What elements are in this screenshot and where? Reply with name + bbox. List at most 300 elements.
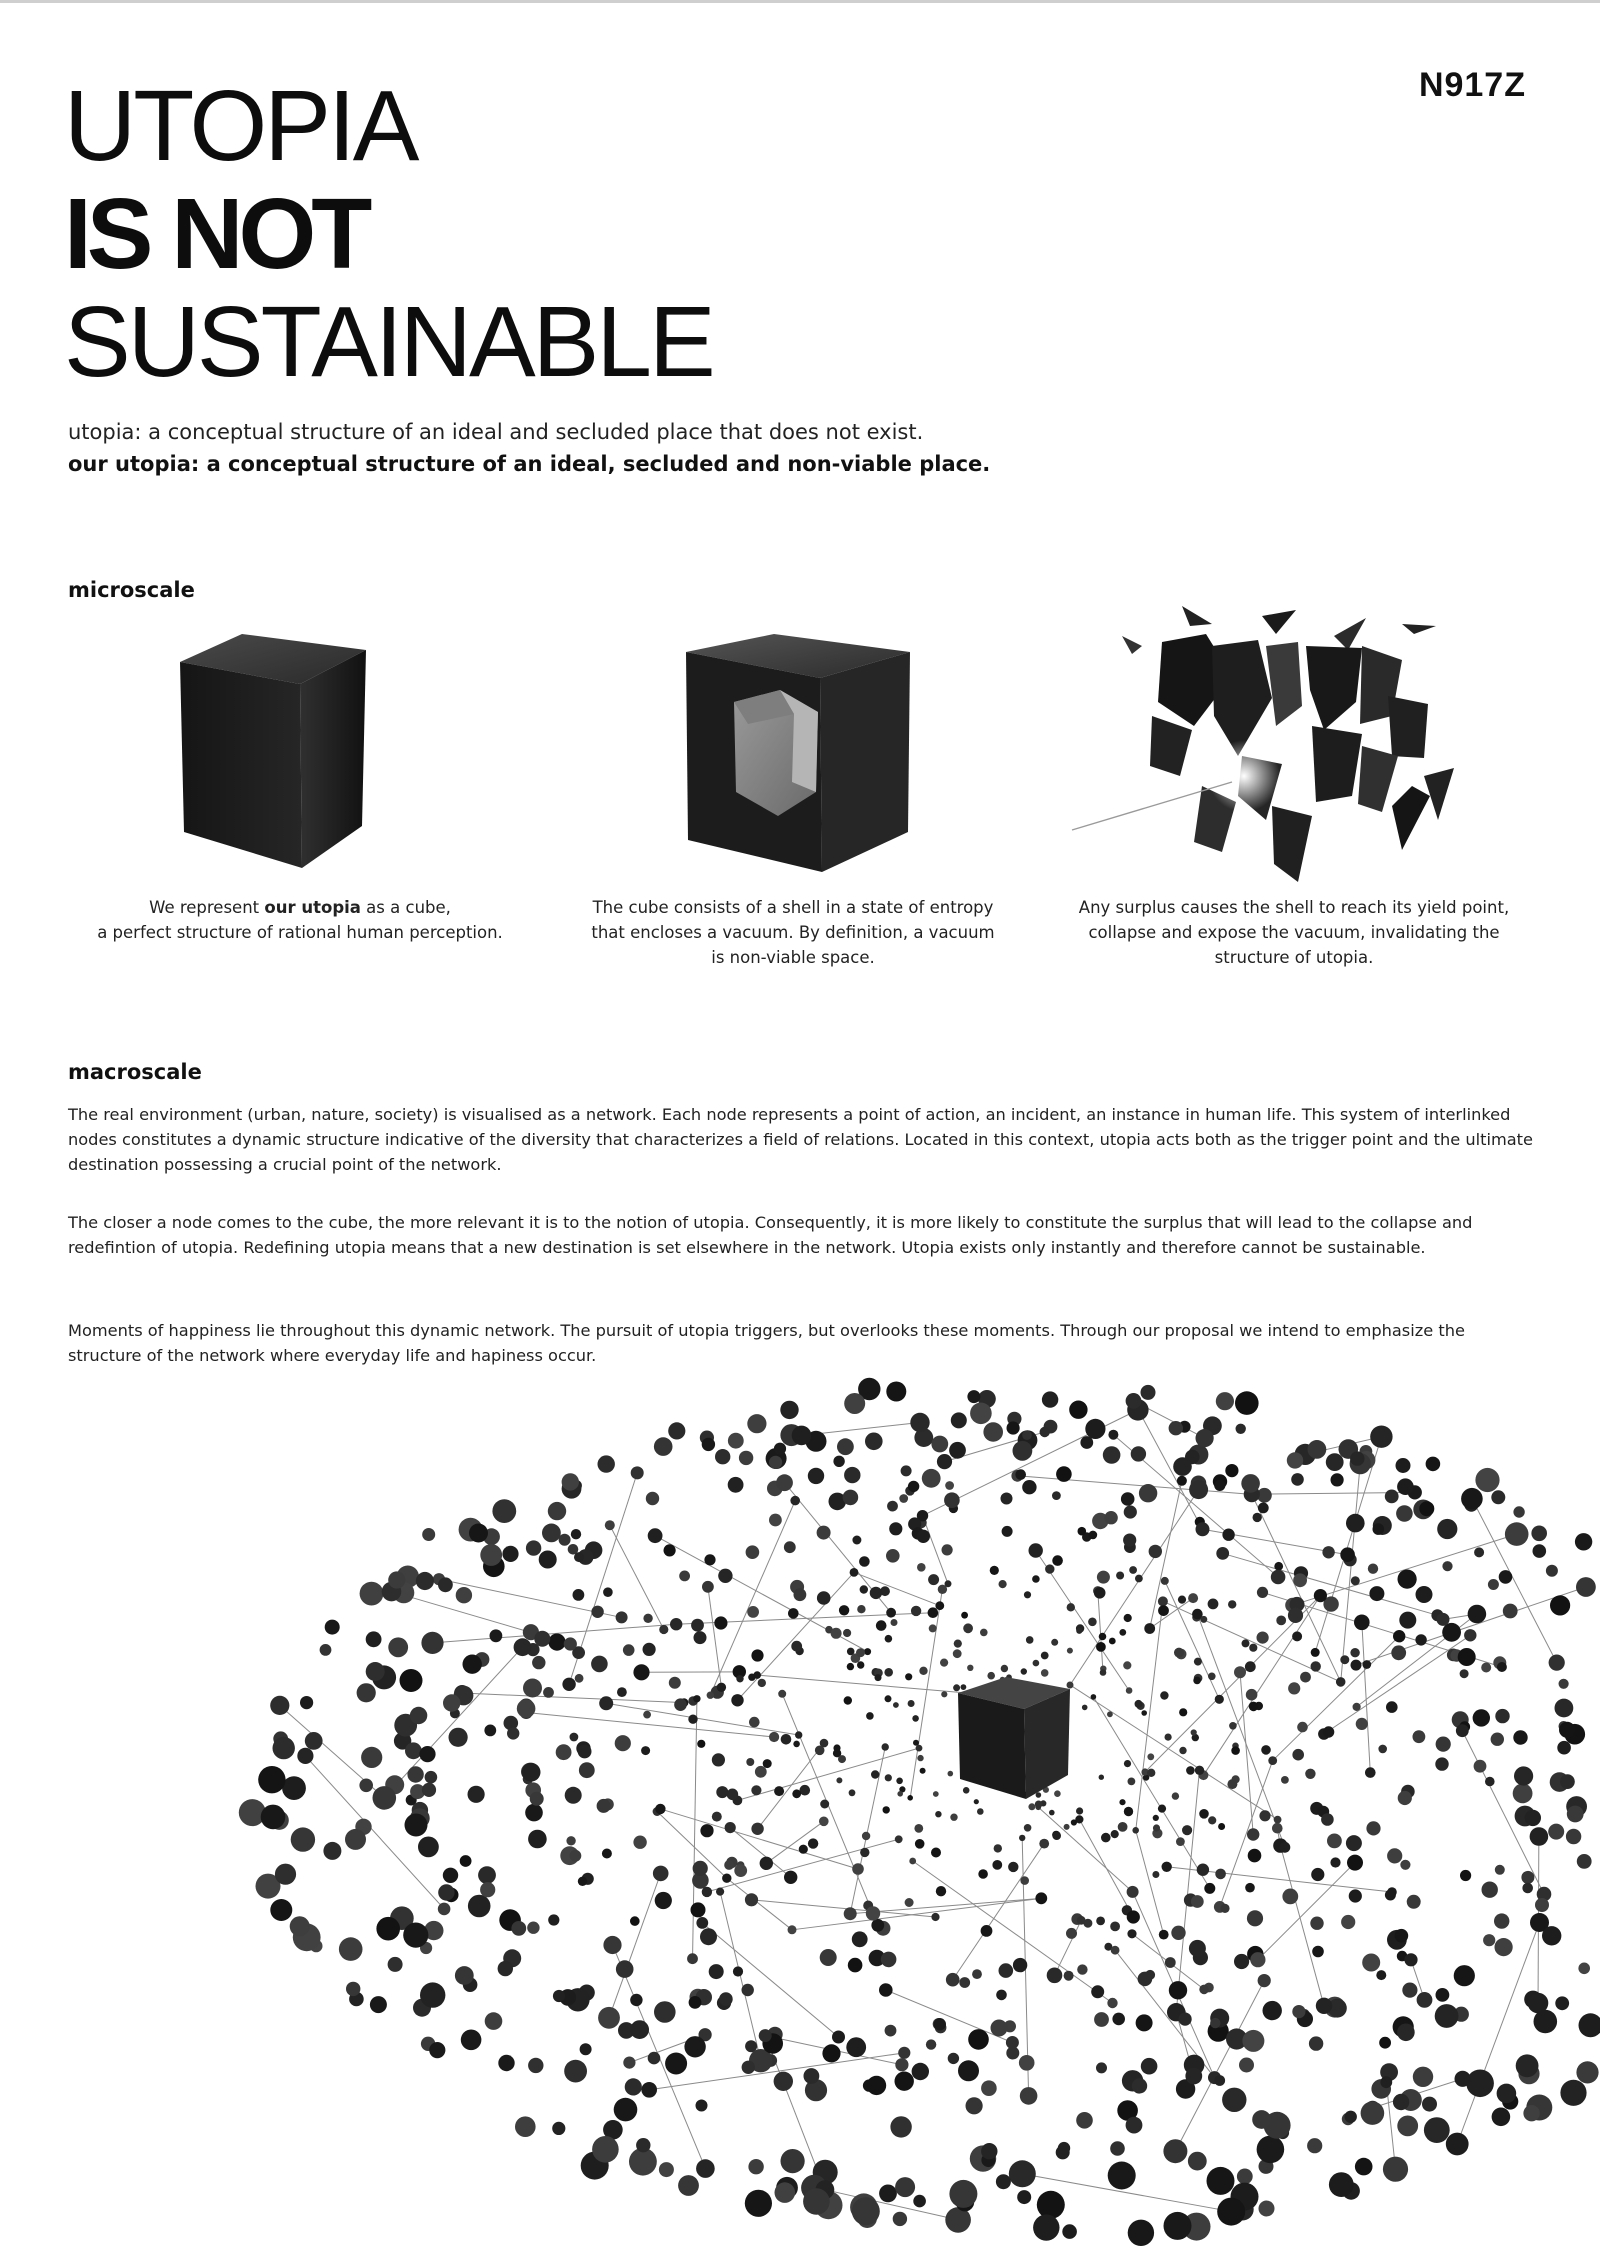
network-node [1158,1596,1168,1606]
network-node [769,1456,782,1469]
network-node [1521,1871,1534,1884]
network-node [1193,1677,1201,1685]
network-node [987,1672,995,1680]
network-node [887,1501,898,1512]
network-node [360,1582,384,1606]
network-node [553,1990,565,2002]
network-node [953,1684,960,1691]
network-node [552,2122,565,2135]
network-node [1288,1608,1303,1623]
network-node [1208,1816,1216,1824]
network-node [1366,1821,1380,1835]
network-node [1135,1575,1143,1583]
network-node [674,1698,687,1711]
network-node [1383,2157,1408,2182]
network-node [480,1882,495,1897]
network-node [1258,1503,1269,1514]
network-node [1126,1687,1133,1694]
network-node [912,2063,929,2080]
network-node [1056,1466,1072,1482]
network-node [1495,1865,1505,1875]
network-node [305,1732,323,1750]
network-node [1067,1682,1074,1689]
network-node [539,1551,557,1569]
network-node [498,2055,514,2071]
network-node [1179,2013,1192,2026]
network-node [790,1496,800,1506]
network-node [1191,1895,1204,1908]
network-node [844,1393,865,1414]
definition-our-utopia: our utopia: a conceptual structure of an ideal, secluded and non-viable place. [68,452,991,476]
network-node [1576,2061,1598,2083]
network-node [514,1638,532,1656]
network-node [1222,1529,1234,1541]
network-node [463,1655,482,1674]
network-node [778,1690,786,1698]
network-node [580,2043,592,2055]
network-node [763,1759,772,1768]
network-node [931,1436,948,1453]
network-node [769,1732,779,1742]
network-node [885,1774,892,1781]
network-node [1559,1679,1569,1689]
network-node [913,1740,919,1746]
network-node [934,2018,946,2030]
network-node [792,1789,801,1798]
network-node [669,1677,681,1689]
network-node [1274,1562,1283,1571]
network-node [844,1907,857,1920]
network-node [1297,1722,1308,1733]
network-node [950,1814,957,1821]
network-node [297,1748,313,1764]
network-node [1246,1689,1258,1701]
network-node [959,1977,970,1988]
network-node [693,1861,708,1876]
network-node [1397,2024,1415,2042]
network-node [1116,1572,1124,1580]
network-node [261,1805,286,1830]
network-node [817,1591,831,1605]
network-node [1380,2076,1392,2088]
network-node [1204,1883,1215,1894]
network-node [570,1850,582,1862]
network-node [1413,1730,1426,1743]
network-node [847,1663,854,1670]
network-node [866,1712,874,1720]
network-node [1159,1930,1169,1940]
network-node [1033,1660,1040,1667]
network-node [1042,1391,1058,1407]
network-node [1559,1722,1575,1738]
network-node [1578,1963,1590,1975]
network-node [931,1913,939,1921]
network-node [648,2052,661,2065]
network-node [1099,1775,1104,1780]
network-node [591,1606,603,1618]
network-node [748,1674,755,1681]
network-node [1323,1726,1334,1737]
network-node [388,1637,408,1657]
network-node [714,1616,727,1629]
network-node [1567,1806,1584,1823]
network-node [320,1644,332,1656]
network-node [291,1827,315,1851]
network-node [910,1413,929,1432]
macroscale-paragraph-2: The closer a node comes to the cube, the more relevant it is to the notion of utopia. Consequently, it is more likely to constitute the surplus that will lead to the collapse and redefintion of utopia. Redefining utopia means that a new destination is set elsewhere in the network. Utopia exists only instantly and therefore cannot be sustainable. [68,1213,1473,1257]
network-node [1036,1792,1042,1798]
network-node [951,1412,967,1428]
page-title [64,72,713,396]
network-node [1492,2108,1511,2127]
network-node [929,1624,937,1632]
network-node [945,1580,952,1587]
network-node [916,1745,923,1752]
network-node [282,1776,306,1800]
network-node [643,1643,656,1656]
network-node [1272,1823,1283,1834]
network-node [1316,1998,1332,2014]
network-node [1078,1527,1087,1536]
network-node [1123,1534,1136,1547]
network-link [720,1892,761,2061]
network-node [1523,2105,1539,2121]
network-node [1126,2117,1143,2134]
network-node [1491,1490,1505,1504]
network-node [275,1864,296,1885]
network-node [1147,1769,1155,1777]
network-node [966,2097,983,2114]
network-node [502,1546,518,1562]
network-node [1083,1919,1092,1928]
network-node [1001,1493,1013,1505]
network-node [996,1990,1007,2001]
network-node [1002,1526,1013,1537]
network-node [687,1953,698,1964]
network-node [1052,1555,1063,1566]
network-node [739,1451,753,1465]
network-node [1460,1669,1469,1678]
network-node [852,1863,864,1875]
network-node [1100,1669,1107,1676]
network-node [405,1742,422,1759]
network-node [838,1755,846,1763]
network-node [815,1746,825,1756]
network-node [849,1789,856,1796]
network-node [961,1612,968,1619]
network-node [1437,1519,1457,1539]
network-node [953,1649,962,1658]
network-node [696,2159,715,2178]
open-cube-figure [682,632,914,877]
network-node [981,2143,997,2159]
network-node [1361,2101,1385,2125]
network-node [1407,1895,1421,1909]
network-node [716,1786,728,1798]
network-node [1234,1954,1249,1969]
network-node [831,1628,842,1639]
network-node [1261,1745,1271,1755]
network-node [1292,1631,1302,1641]
network-node [1533,1544,1547,1558]
network-node [931,1848,941,1858]
network-node [1127,1910,1140,1923]
network-node [1107,1998,1117,2008]
network-node [1225,1464,1238,1477]
network-node [605,1520,615,1530]
network-node [728,1433,744,1449]
network-node [1513,1784,1533,1804]
network-node [935,1601,944,1610]
network-node [528,2058,543,2073]
network-node [1347,1855,1363,1871]
network-node [1197,1864,1209,1876]
network-node [1215,1695,1224,1704]
network-node [804,2068,820,2084]
network-node [1473,1709,1490,1726]
network-node [820,1949,837,1966]
network-node [905,1673,912,1680]
network-node [641,2082,657,2098]
network-node [1513,1730,1527,1744]
network-node [689,1996,702,2009]
network-node [1314,1589,1327,1602]
network-node [1485,1777,1495,1787]
network-node [1426,1457,1441,1472]
network-node [949,1442,966,1459]
network-node [981,1925,993,1937]
macroscale-paragraph-1: The real environment (urban, nature, society) is visualised as a network. Each node represents a point of action, an incident, an instance in human life. This system of interlinked nodes constitutes a dynamic structure indicative of the diversity that characterizes a field of relations. Located in this context, utopia acts both as the trigger point and the ultimate destination possessing a crucial point of the network. [68,1105,1533,1174]
network-node [1200,1616,1207,1623]
network-node [1076,1807,1083,1814]
network-node [1067,1648,1073,1654]
network-node [865,1433,883,1451]
network-node [1257,1587,1268,1598]
network-node [1258,1974,1271,1987]
network-node [746,1545,760,1559]
network-node [1351,1576,1360,1585]
network-node [1368,1564,1378,1574]
network-node [852,2197,880,2225]
network-node [630,1916,640,1926]
network-node [1022,1430,1032,1440]
network-node [517,1699,536,1718]
network-node [832,2031,845,2044]
network-node [745,1893,758,1906]
network-node [885,1695,892,1702]
network-node [1514,1766,1533,1785]
network-node [530,1792,544,1806]
network-node [1307,2138,1322,2153]
network-link [1136,1830,1164,1934]
network-node [862,1832,870,1840]
network-node [1321,1813,1334,1826]
network-node [1415,1634,1426,1645]
network-node [736,1675,743,1682]
network-node [1094,2012,1109,2027]
network-link [886,1990,1013,2043]
figure-1-caption-line-1 [60,895,540,920]
network-node [780,1401,798,1419]
network-node [460,1855,472,1867]
network-node [1386,1701,1398,1713]
network-node [1186,1766,1195,1775]
network-node [1076,2112,1093,2129]
network-node [1330,1857,1340,1867]
network-node [571,1529,581,1539]
network-node [866,1906,880,1920]
network-node [795,1731,802,1738]
network-node [977,1808,984,1815]
network-node [1393,2094,1409,2110]
network-node [1560,2080,1586,2106]
network-node [1419,1501,1434,1516]
network-node [1052,1491,1061,1500]
network-node [1398,1791,1412,1805]
network-node [1179,1708,1187,1716]
network-node [1531,1526,1547,1542]
network-node [974,1799,979,1804]
network-node [1163,2139,1187,2163]
network-node [1006,2047,1019,2060]
network-node [1234,1666,1246,1678]
network-node [1077,1964,1087,1974]
network-node [1127,1929,1136,1938]
network-node [636,2138,650,2152]
network-node [707,1692,714,1699]
network-link [758,1743,824,1829]
network-node [300,1696,313,1709]
network-node [1416,1586,1433,1603]
network-node [566,1836,575,1845]
network-node [1220,1904,1229,1913]
network-node [884,1668,893,1677]
network-node [704,1554,715,1565]
network-node [937,1454,952,1469]
network-node [1530,1827,1549,1846]
network-node [942,1544,953,1555]
network-node [422,1783,436,1797]
title-line-1: UTOPIA [64,70,417,182]
network-link [660,1809,858,1869]
network-node [438,1903,451,1916]
network-node [1024,1591,1031,1598]
network-node [1385,1890,1396,1901]
network-node [1280,1842,1291,1853]
network-node [1119,1799,1125,1805]
network-node [774,1443,786,1455]
network-node [573,1589,585,1601]
network-link [710,1501,795,1696]
network-node [420,1982,445,2007]
network-node [623,2057,635,2069]
network-node [461,2030,482,2051]
network-node [749,1717,760,1728]
network-node [891,1619,898,1626]
network-node [1094,1587,1106,1599]
network-node [1199,1809,1209,1819]
network-node [400,1669,423,1692]
network-node [1152,1871,1159,1878]
network-node [1288,1682,1300,1694]
network-node [889,1522,902,1535]
network-link [1054,1920,1081,1975]
network-node [742,1984,754,1996]
network-node [1340,1547,1355,1562]
network-node [1017,2190,1031,2204]
network-node [410,1707,427,1724]
network-node [1196,1429,1214,1447]
network-node [429,2042,445,2058]
network-node [859,1556,870,1567]
network-node [1032,1575,1040,1583]
network-node [1362,1660,1371,1669]
network-node [1145,1970,1155,1980]
network-node [1215,1869,1226,1880]
network-node [1555,1996,1569,2010]
network-node [1169,1981,1187,1999]
network-node [1503,1604,1518,1619]
network-node [1349,1889,1362,1902]
network-node [670,1618,682,1630]
network-node [1257,1632,1269,1644]
network-node [1495,1709,1509,1723]
network-node [899,1494,908,1503]
network-node [1107,1711,1113,1717]
network-node [1045,1564,1054,1573]
network-node [1227,1779,1237,1789]
network-node [1249,1644,1257,1652]
network-node [1001,1665,1008,1672]
network-node [1282,1889,1298,1905]
network-node [1189,1480,1208,1499]
network-node [917,1530,930,1543]
network-node [1085,1419,1105,1439]
network-node [1119,1629,1126,1636]
network-node [967,1390,980,1403]
network-node [597,1799,611,1813]
network-node [688,1715,697,1724]
network-node [1575,1533,1592,1550]
network-node [1021,1668,1027,1674]
network-node [1436,1737,1451,1752]
network-node [633,1664,649,1680]
network-node [1249,1702,1259,1712]
network-node [1505,1522,1529,1546]
network-node [734,1864,747,1877]
network-node [946,1973,960,1987]
network-node [1550,1595,1570,1615]
network-link [782,1694,878,1926]
network-node [617,1687,627,1697]
network-node [1111,1946,1120,1955]
network-node [819,1817,829,1827]
network-node [646,1492,659,1505]
network-node [1228,1600,1236,1608]
network-node [1082,1705,1088,1711]
network-node [654,2001,676,2023]
network-node [1109,1638,1116,1645]
network-node [1369,1586,1384,1601]
network-node [1208,1599,1219,1610]
network-node [846,2037,866,2057]
network-node [468,1895,491,1918]
network-node [492,1499,516,1523]
network-node [1121,1492,1135,1506]
network-node [963,1787,970,1794]
network-node [839,1605,849,1615]
network-node [833,1456,844,1467]
